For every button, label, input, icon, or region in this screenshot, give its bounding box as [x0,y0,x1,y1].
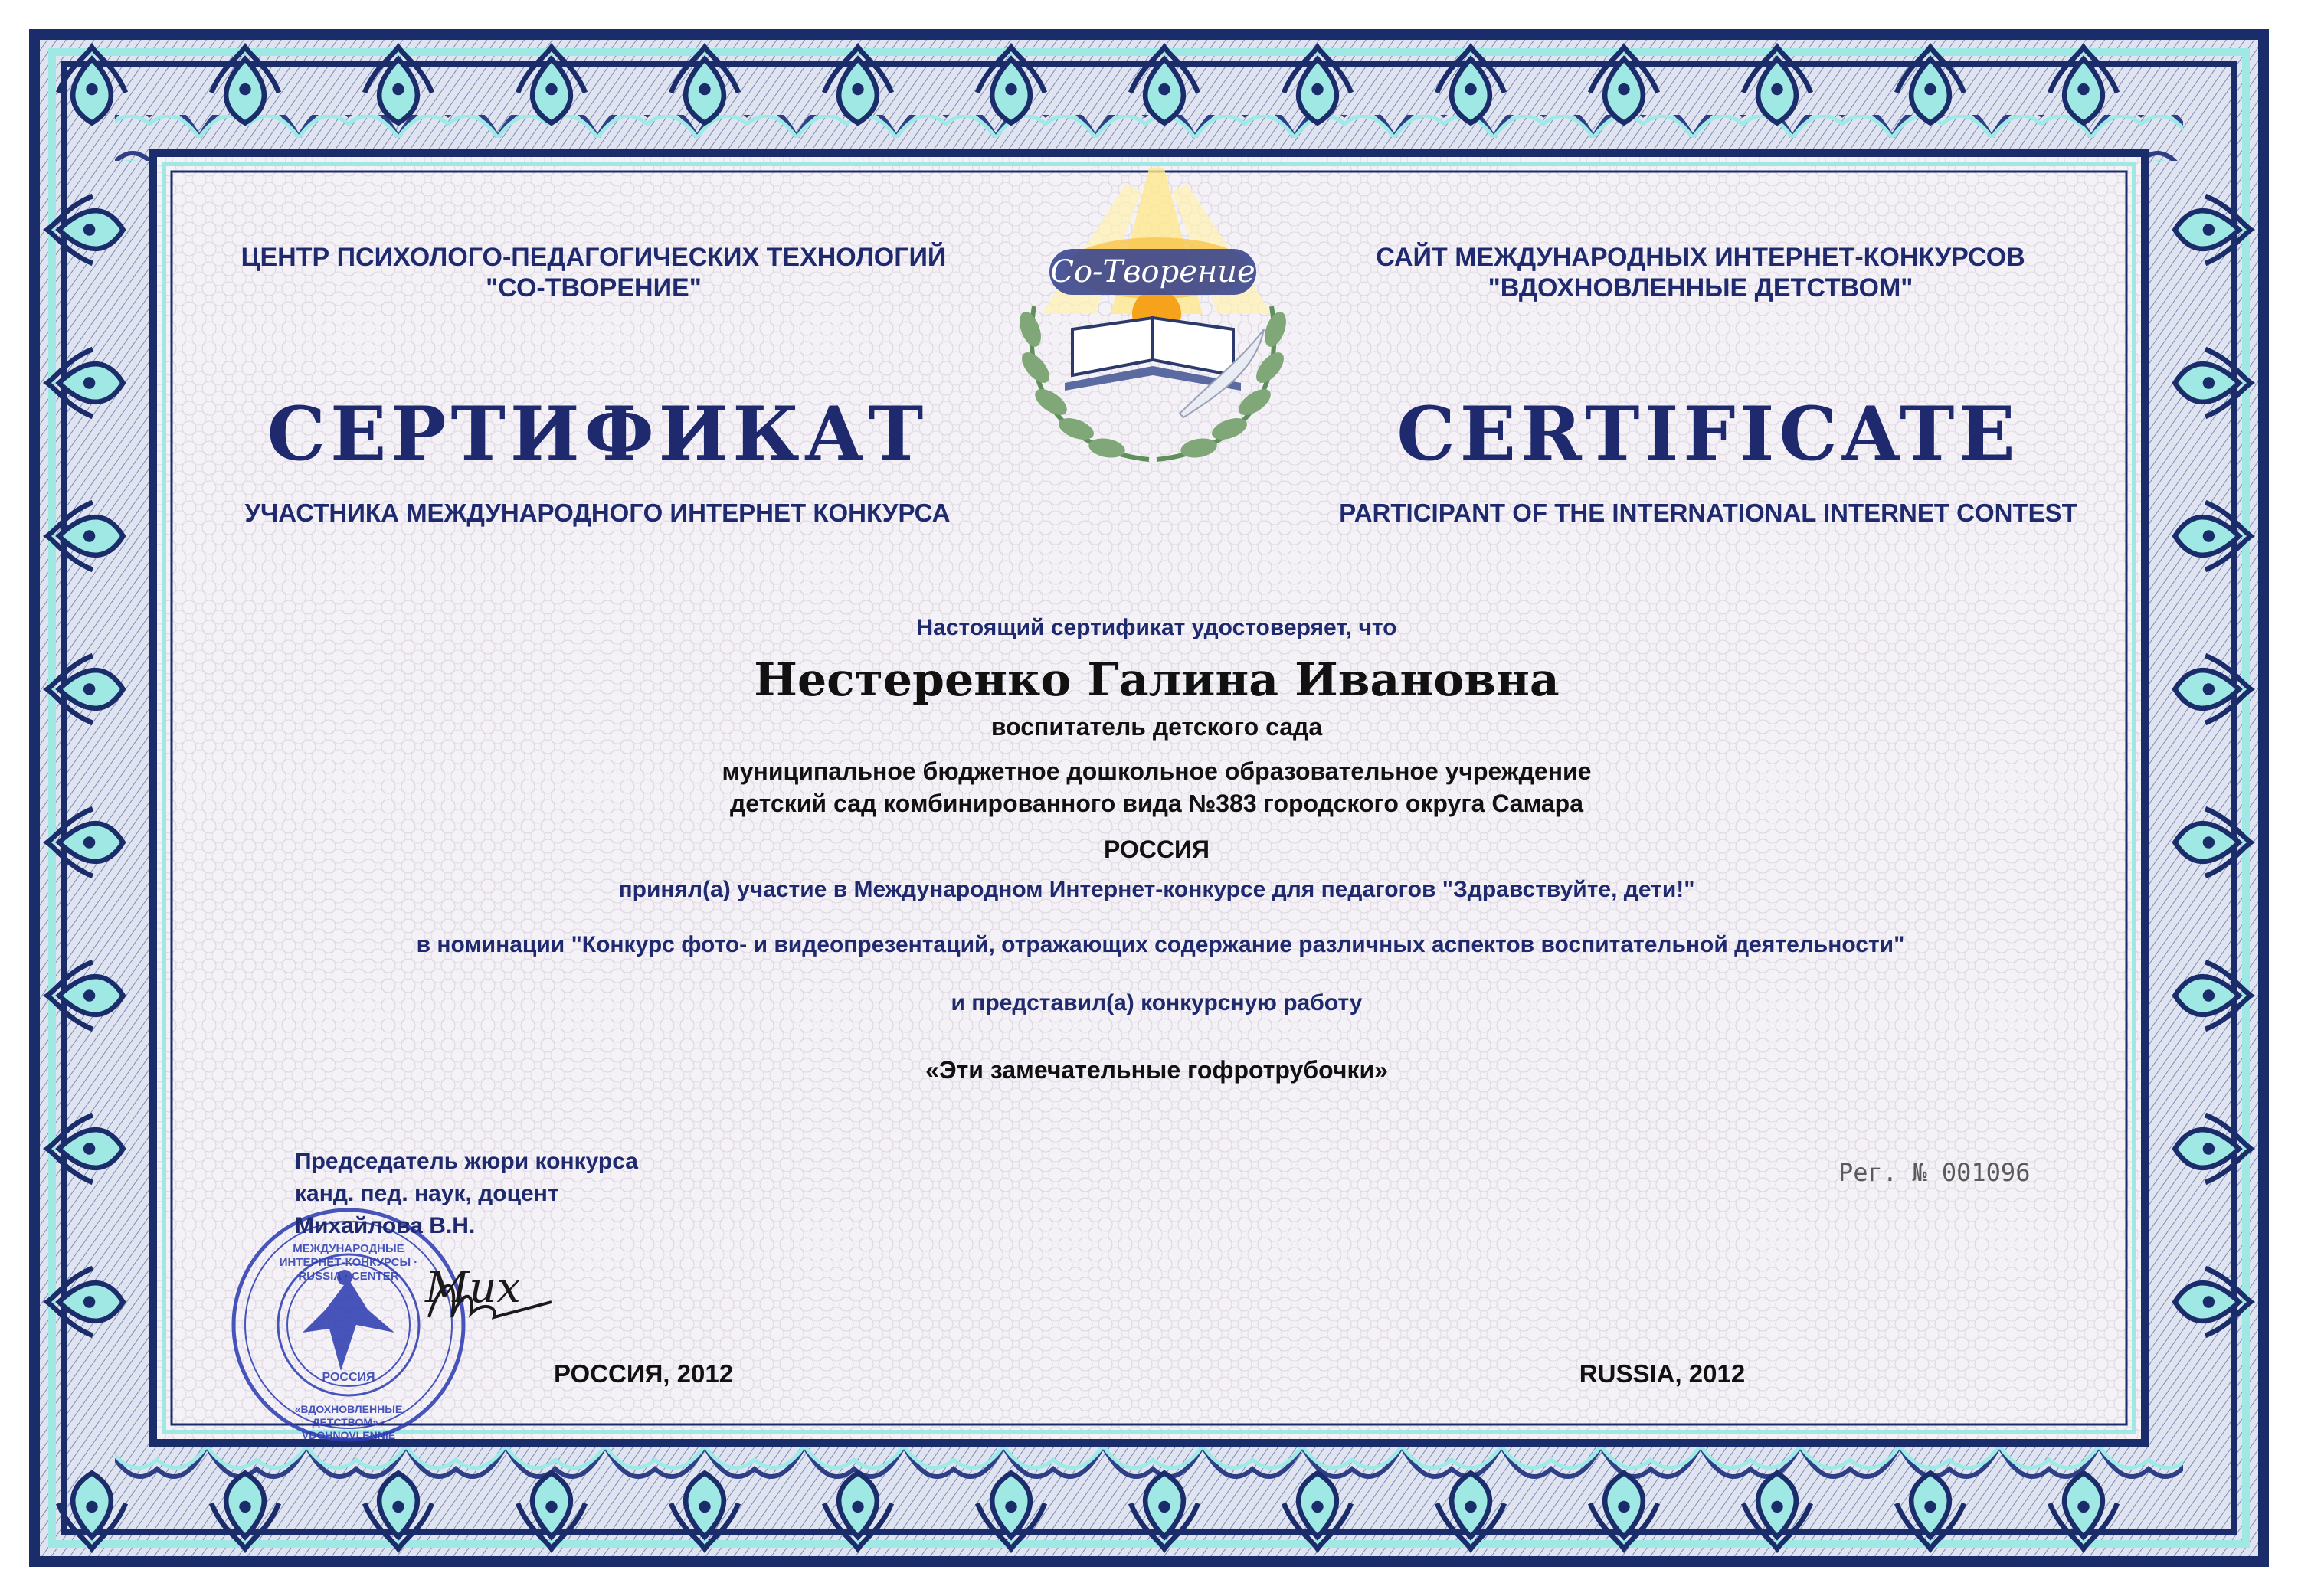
presented-text: и представил(а) конкурсную работу [951,990,1363,1015]
stamp-outer-text: МЕЖДУНАРОДНЫЕ ИНТЕРНЕТ-КОНКУРСЫ · RUSSIA · CENTER [279,1242,418,1283]
stamp-center-text: РОССИЯ [322,1371,375,1384]
participation-text: принял(а) участие в Международном Интернет-конкурсе для педагогов "Здравствуйте, дети!" [618,877,1695,902]
org-right-line1: САЙТ МЕЖДУНАРОДНЫХ ИНТЕРНЕТ-КОНКУРСОВ [1376,243,2025,272]
recipient-position: воспитатель детского сада [990,713,1323,741]
recipient-name: Нестеренко Галина Ивановна [754,653,1560,707]
nomination-text: в номинации "Конкурс фото- и видеопрезентаций, отражающих содержание различных аспектов воспитательной деятельности" [416,932,1905,957]
country: РОССИЯ [1103,836,1210,863]
footer-right: RUSSIA, 2012 [1579,1359,1746,1388]
subtitle-en: PARTICIPANT OF THE INTERNATIONAL INTERNET CONTEST [1339,499,2077,527]
footer-left: РОССИЯ, 2012 [553,1359,734,1388]
jury-chair-degree: канд. пед. наук, доцент [295,1181,559,1206]
institution-line1: муниципальное бюджетное дошкольное образовательное учреждение [722,757,1592,785]
title-ru: СЕРТИФИКАТ [267,391,928,477]
handwritten-signature: Мих [425,1263,521,1313]
work-title: «Эти замечательные гофротрубочки» [925,1056,1388,1084]
jury-chair-title: Председатель жюри конкурса [295,1149,638,1174]
institution-line2: детский сад комбинированного вида №383 городского округа Самара [729,790,1584,817]
subtitle-ru: УЧАСТНИКА МЕЖДУНАРОДНОГО ИНТЕРНЕТ КОНКУРСА [244,499,951,527]
logo-text: Со-Творение [1050,254,1255,289]
title-en: CERTIFICATE [1396,391,2020,477]
org-left-line2: "СО-ТВОРЕНИЕ" [486,273,702,303]
org-left-line1: ЦЕНТР ПСИХОЛОГО-ПЕДАГОГИЧЕСКИХ ТЕХНОЛОГИЙ [241,243,947,272]
stamp-inner-text: «ВДОХНОВЛЕННЫЕ ДЕТСТВОМ» · VDOHNOVLENNIE [294,1403,403,1441]
org-right-line2: "ВДОХНОВЛЕННЫЕ ДЕТСТВОМ" [1488,273,1913,303]
jury-chair-name: Михайлова В.Н. [295,1213,476,1238]
registration-number: Рег. № 001096 [1838,1158,2031,1187]
certifies-text: Настоящий сертификат удостоверяет, что [916,615,1397,640]
